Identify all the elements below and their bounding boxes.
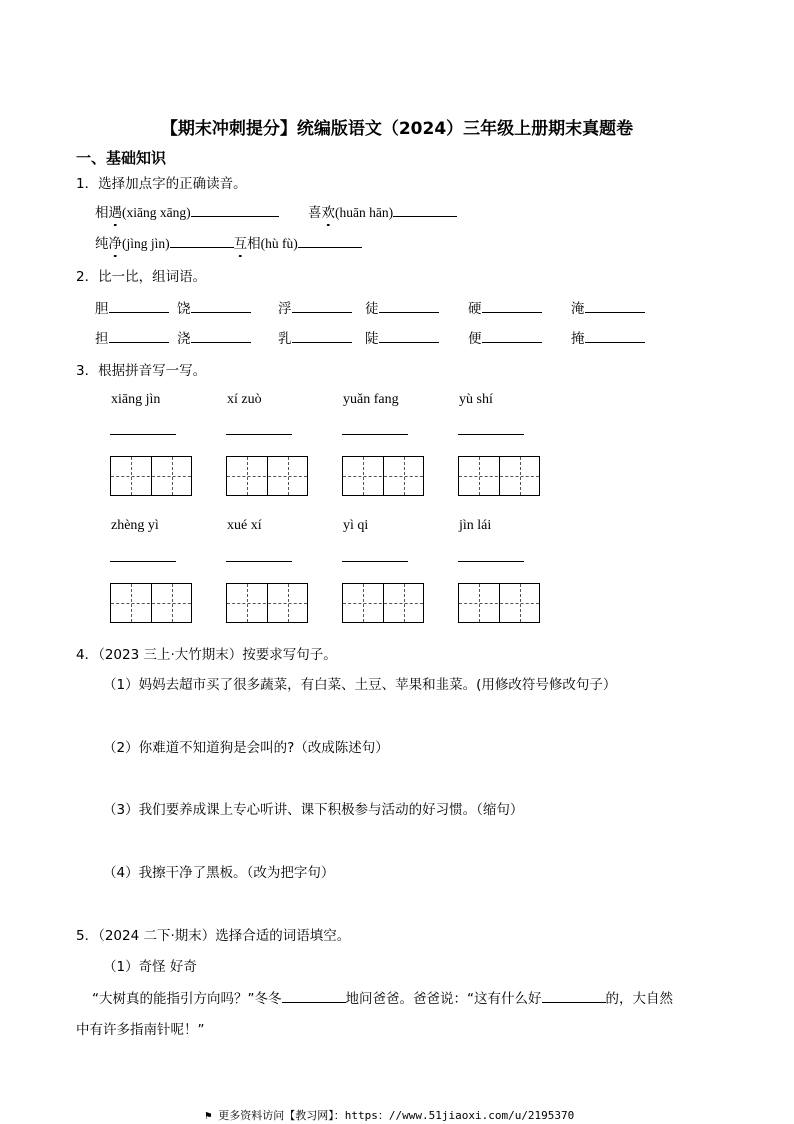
q1-item-1: 相遇(xiāng xāng) [95, 201, 279, 221]
answer-underline[interactable] [110, 434, 176, 435]
answer-underline[interactable] [226, 561, 292, 562]
answer-blank[interactable] [482, 328, 542, 343]
q5-paragraph-line-1: “大树真的能指引方向吗？”冬冬 地问爸爸。爸爸说：“这有什么好 的，大自然 [92, 987, 673, 1007]
pinyin-label: xiāng jìn [111, 392, 161, 407]
q2-word-item [177, 327, 251, 347]
answer-blank[interactable] [379, 328, 439, 343]
q2-word-item [365, 297, 439, 317]
answer-blank[interactable] [191, 298, 251, 313]
q2-character: 硬 [468, 301, 482, 317]
q2-word-item [95, 297, 169, 317]
page-title: 【期末冲刺提分】统编版语文（2024）三年级上册期末真题卷 [160, 119, 634, 139]
q2-character: 饶 [177, 301, 191, 317]
pinyin-label: xí zuò [227, 392, 262, 407]
q5-paragraph-line-2: 中有许多指南针呢！” [76, 1022, 205, 1038]
q2-character: 便 [468, 331, 482, 347]
q2-word-item [468, 297, 542, 317]
answer-blank[interactable] [482, 298, 542, 313]
writing-grid[interactable] [110, 456, 192, 496]
footer [205, 1107, 574, 1123]
writing-grid[interactable] [342, 583, 424, 623]
answer-underline[interactable] [458, 434, 524, 435]
q2-character: 掩 [571, 331, 585, 347]
answer-blank[interactable] [191, 202, 279, 217]
pinyin-label: yì qi [343, 518, 369, 533]
question-3-label: 3．根据拼音写一写。 [76, 363, 207, 379]
answer-blank[interactable] [585, 298, 645, 313]
q2-word-item [468, 327, 542, 347]
question-2-label: 2．比一比，组词语。 [76, 269, 207, 285]
answer-underline[interactable] [110, 561, 176, 562]
answer-underline[interactable] [342, 434, 408, 435]
section-heading: 一、基础知识 [76, 149, 167, 167]
q4-item-3: （3）我们要养成课上专心听讲、课下积极参与活动的好习惯。（缩句） [103, 802, 524, 818]
question-5-label: 5．（2024 二下·期末）选择合适的词语填空。 [76, 928, 351, 944]
answer-blank[interactable] [109, 328, 169, 343]
answer-blank[interactable] [282, 988, 346, 1003]
answer-blank[interactable] [292, 328, 352, 343]
answer-blank[interactable] [191, 328, 251, 343]
answer-blank[interactable] [109, 298, 169, 313]
pinyin-label: jìn lái [459, 518, 492, 533]
answer-blank[interactable] [393, 202, 457, 217]
question-1-label: 1．选择加点字的正确读音。 [76, 176, 247, 192]
q2-character: 胆 [95, 301, 109, 317]
q2-character: 乳 [278, 331, 292, 347]
flag-icon: ⚑ [205, 1109, 212, 1122]
q2-word-item [278, 297, 352, 317]
q2-word-item [365, 327, 439, 347]
pinyin-label: zhèng yì [111, 518, 159, 533]
answer-blank[interactable] [379, 298, 439, 313]
pinyin-label: xué xí [227, 518, 262, 533]
footer-link[interactable]: 更多资料访问【教习网】：https：//www.51jiaoxi.com/u/2195370 [218, 1109, 575, 1122]
q4-item-4: （4）我擦干净了黑板。（改为把字句） [103, 865, 335, 881]
answer-underline[interactable] [342, 561, 408, 562]
q2-word-item [571, 297, 645, 317]
q2-character: 浇 [177, 331, 191, 347]
answer-blank[interactable] [170, 233, 234, 248]
q4-item-2: （2）你难道不知道狗是会叫的?（改成陈述句） [103, 740, 389, 756]
q1-item-3: 纯净(jìng jìn) 互相(hù fù) [95, 232, 362, 252]
q1-item-2: 喜欢(huān hān) [308, 201, 457, 221]
q4-item-1: （1）妈妈去超市买了很多蔬菜，有白菜、土豆、苹果和韭菜。(用修改符号修改句子） [103, 677, 617, 693]
writing-grid[interactable] [226, 456, 308, 496]
q2-character: 淹 [571, 301, 585, 317]
pinyin-label: yuǎn fang [343, 392, 399, 407]
question-4-label: 4．（2023 三上·大竹期末）按要求写句子。 [76, 647, 337, 663]
writing-grid[interactable] [458, 456, 540, 496]
writing-grid[interactable] [342, 456, 424, 496]
answer-underline[interactable] [226, 434, 292, 435]
q2-character: 徒 [365, 301, 379, 317]
q2-character: 陡 [365, 331, 379, 347]
pinyin-label: yù shí [459, 392, 493, 407]
q2-word-item [571, 327, 645, 347]
q2-character: 浮 [278, 301, 292, 317]
answer-blank[interactable] [292, 298, 352, 313]
q2-character: 担 [95, 331, 109, 347]
writing-grid[interactable] [110, 583, 192, 623]
answer-blank[interactable] [298, 233, 362, 248]
answer-blank[interactable] [585, 328, 645, 343]
answer-blank[interactable] [542, 988, 606, 1003]
q2-word-item [278, 327, 352, 347]
answer-underline[interactable] [458, 561, 524, 562]
writing-grid[interactable] [226, 583, 308, 623]
q5-sub-options: （1）奇怪 好奇 [103, 959, 197, 975]
writing-grid[interactable] [458, 583, 540, 623]
q2-word-item [177, 297, 251, 317]
q2-word-item [95, 327, 169, 347]
